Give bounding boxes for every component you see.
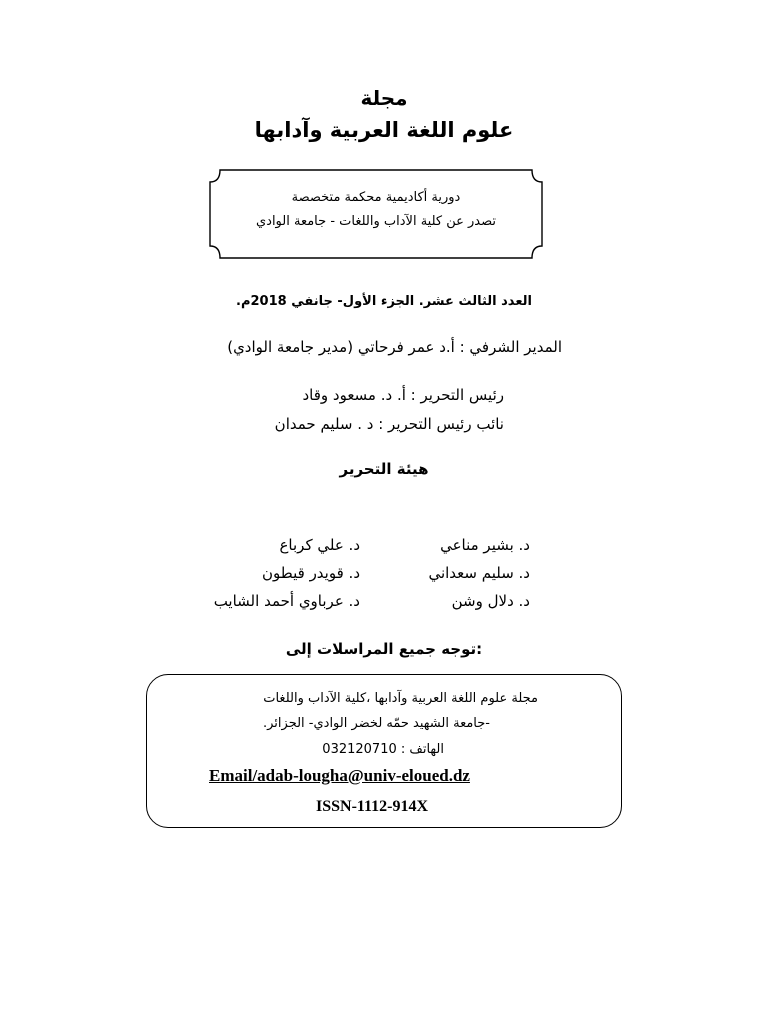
journal-description-frame xyxy=(208,168,544,260)
issn-number: ISSN-1112-914X xyxy=(316,798,429,815)
board-member: د. دلال وشن xyxy=(451,592,530,610)
deputy-editor: نائب رئيس التحرير : د . سليم حمدان xyxy=(274,415,504,433)
board-member: د. بشير مناعي xyxy=(440,536,530,554)
board-member: د. سليم سعداني xyxy=(428,564,530,582)
honorary-director: المدير الشرفي : أ.د عمر فرحاتي (مدير جامعة الوادي) xyxy=(227,338,562,356)
board-member: د. قويدر قيطون xyxy=(262,564,360,582)
contact-phone: الهاتف : 032120710 xyxy=(322,742,444,757)
board-member: د. علي كرباع xyxy=(279,536,360,554)
contact-email-link[interactable]: Email/adab-lougha@univ-eloued.dz xyxy=(209,766,470,785)
contact-address-line-2: -جامعة الشهيد حمّه لخضر الوادي- الجزائر. xyxy=(262,716,490,731)
board-member: د. عرباوي أحمد الشايب xyxy=(213,592,360,610)
issue-info: العدد الثالث عشر. الجزء الأول- جانفي 2018م. xyxy=(236,294,532,309)
contact-address-line-1: مجلة علوم اللغة العربية وآدابها ،كلية الآداب واللغات xyxy=(263,691,538,706)
correspondence-title: توجه جميع المراسلات إلى: xyxy=(285,640,483,658)
journal-description-line-1: دورية أكاديمية محكمة متخصصة xyxy=(291,190,461,205)
editor-in-chief: رئيس التحرير : أ. د. مسعود وقاد xyxy=(302,386,504,404)
journal-description-line-2: تصدر عن كلية الآداب واللغات - جامعة الوادي xyxy=(255,214,496,229)
editorial-board-title: هيئة التحرير xyxy=(339,460,429,478)
journal-title: علوم اللغة العربية وآدابها xyxy=(254,118,514,142)
journal-label: مجلة xyxy=(360,86,408,110)
